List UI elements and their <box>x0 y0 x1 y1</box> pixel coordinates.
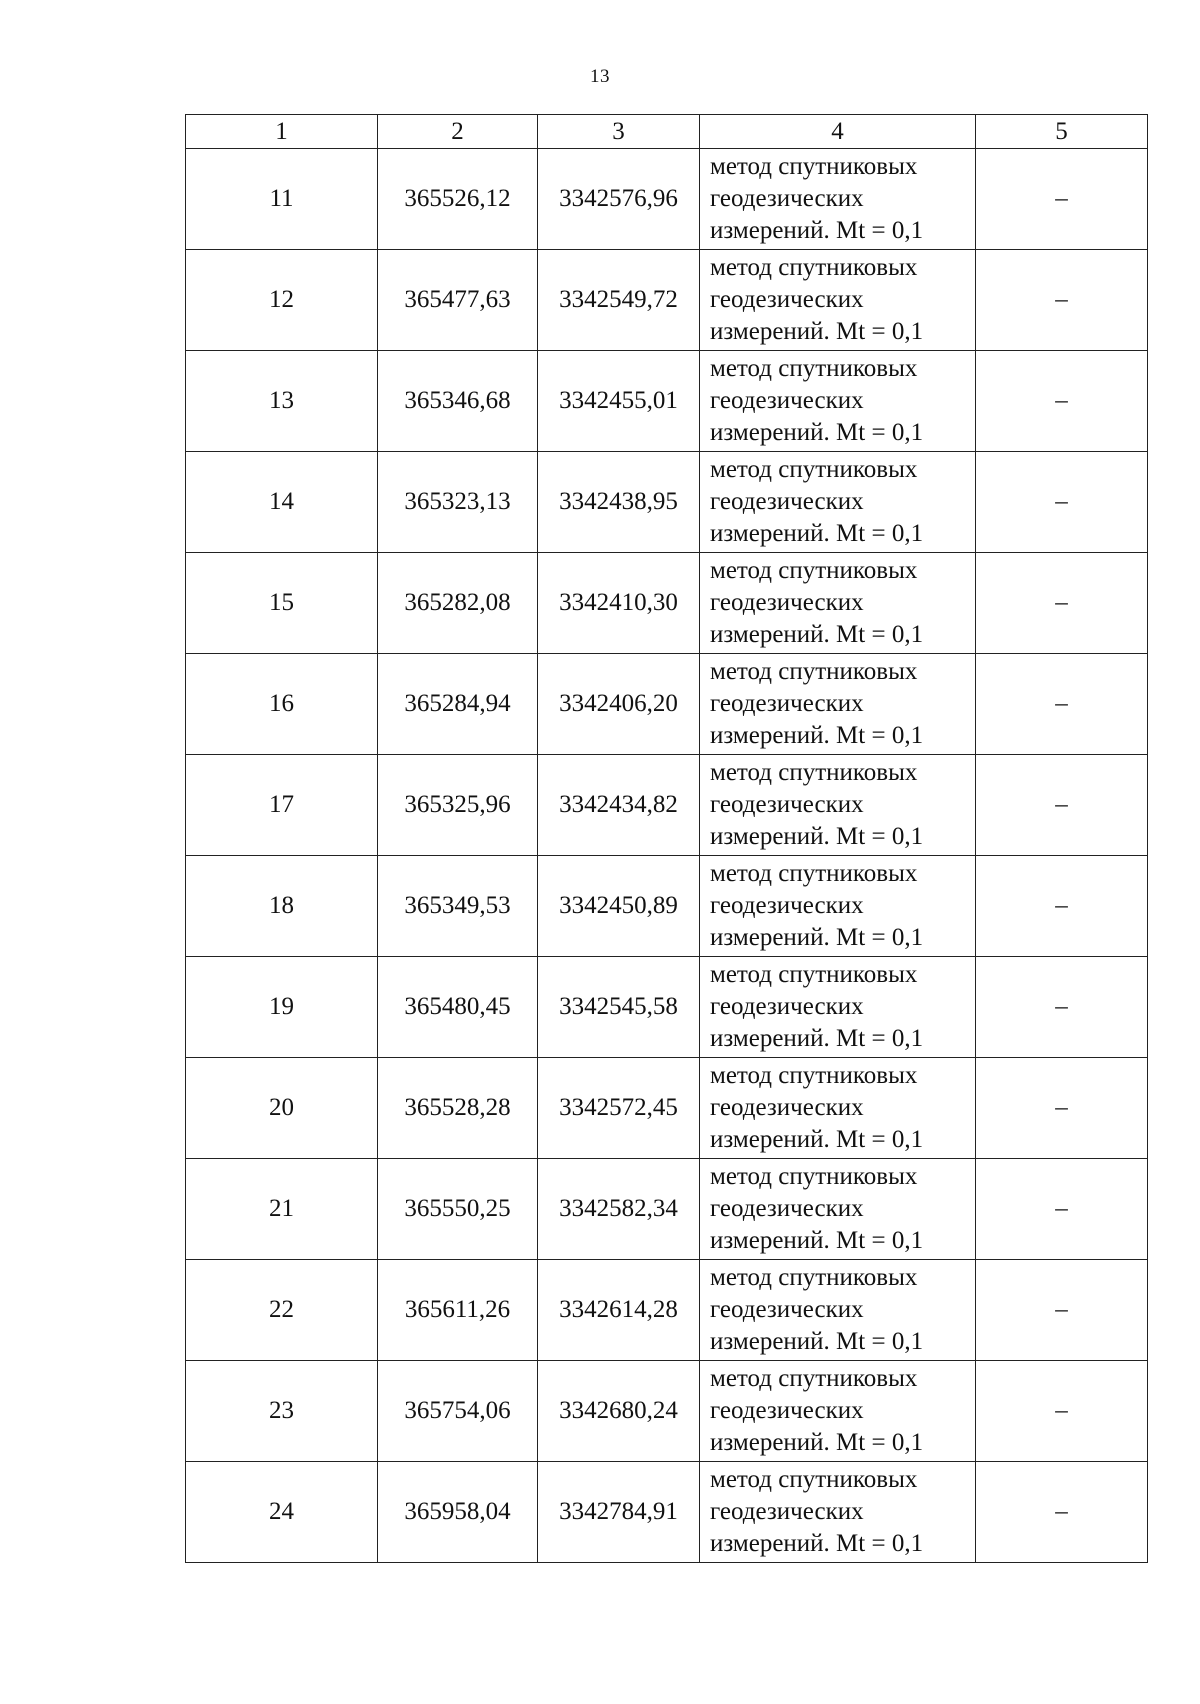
method-cell <box>700 755 976 856</box>
method-line: геодезических <box>710 589 864 616</box>
table-row <box>186 553 1148 654</box>
note-cell: – <box>976 351 1148 452</box>
method-cell <box>700 351 976 452</box>
x-coordinate-cell: 365528,28 <box>378 1058 538 1159</box>
column-header-3: 3 <box>538 115 700 149</box>
method-cell <box>700 250 976 351</box>
table-row <box>186 654 1148 755</box>
method-line: измерений. Mt = 0,1 <box>710 924 924 951</box>
method-cell <box>700 654 976 755</box>
method-line: геодезических <box>710 387 864 414</box>
point-number-cell: 12 <box>186 250 378 351</box>
table-row <box>186 1361 1148 1462</box>
column-header-5: 5 <box>976 115 1148 149</box>
method-line: измерений. Mt = 0,1 <box>710 1530 924 1557</box>
method-line: измерений. Mt = 0,1 <box>710 1227 924 1254</box>
method-line: метод спутниковых <box>710 557 918 584</box>
table-row <box>186 755 1148 856</box>
x-coordinate-cell: 365282,08 <box>378 553 538 654</box>
method-line: измерений. Mt = 0,1 <box>710 722 924 749</box>
point-number-cell: 13 <box>186 351 378 452</box>
x-coordinate-cell: 365754,06 <box>378 1361 538 1462</box>
method-line: измерений. Mt = 0,1 <box>710 217 924 244</box>
method-cell <box>700 1159 976 1260</box>
note-cell: – <box>976 957 1148 1058</box>
method-line: геодезических <box>710 1094 864 1121</box>
method-line: метод спутниковых <box>710 153 918 180</box>
x-coordinate-cell: 365611,26 <box>378 1260 538 1361</box>
table-row <box>186 1260 1148 1361</box>
method-line: геодезических <box>710 690 864 717</box>
x-coordinate-cell: 365284,94 <box>378 654 538 755</box>
note-cell: – <box>976 553 1148 654</box>
table-header <box>186 115 1148 149</box>
method-line: геодезических <box>710 1296 864 1323</box>
point-number-cell: 22 <box>186 1260 378 1361</box>
x-coordinate-cell: 365550,25 <box>378 1159 538 1260</box>
method-line: геодезических <box>710 185 864 212</box>
note-cell: – <box>976 755 1148 856</box>
y-coordinate-cell: 3342545,58 <box>538 957 700 1058</box>
column-header-4: 4 <box>700 115 976 149</box>
method-line: метод спутниковых <box>710 456 918 483</box>
table-row <box>186 1462 1148 1563</box>
table-row <box>186 452 1148 553</box>
note-cell: – <box>976 654 1148 755</box>
method-cell <box>700 553 976 654</box>
point-number-cell: 15 <box>186 553 378 654</box>
table-row <box>186 149 1148 250</box>
x-coordinate-cell: 365958,04 <box>378 1462 538 1563</box>
method-cell <box>700 957 976 1058</box>
y-coordinate-cell: 3342784,91 <box>538 1462 700 1563</box>
y-coordinate-cell: 3342455,01 <box>538 351 700 452</box>
x-coordinate-cell: 365325,96 <box>378 755 538 856</box>
table-row <box>186 1159 1148 1260</box>
x-coordinate-cell: 365480,45 <box>378 957 538 1058</box>
method-cell <box>700 149 976 250</box>
table-row <box>186 856 1148 957</box>
method-line: геодезических <box>710 892 864 919</box>
method-line: измерений. Mt = 0,1 <box>710 823 924 850</box>
method-cell <box>700 452 976 553</box>
point-number-cell: 11 <box>186 149 378 250</box>
method-line: геодезических <box>710 993 864 1020</box>
method-line: метод спутниковых <box>710 1466 918 1493</box>
method-line: измерений. Mt = 0,1 <box>710 1328 924 1355</box>
method-line: метод спутниковых <box>710 1365 918 1392</box>
y-coordinate-cell: 3342434,82 <box>538 755 700 856</box>
y-coordinate-cell: 3342614,28 <box>538 1260 700 1361</box>
note-cell: – <box>976 1260 1148 1361</box>
note-cell: – <box>976 452 1148 553</box>
table-row <box>186 1058 1148 1159</box>
y-coordinate-cell: 3342549,72 <box>538 250 700 351</box>
y-coordinate-cell: 3342576,96 <box>538 149 700 250</box>
method-line: геодезических <box>710 488 864 515</box>
method-line: метод спутниковых <box>710 1264 918 1291</box>
method-line: геодезических <box>710 286 864 313</box>
point-number-cell: 20 <box>186 1058 378 1159</box>
method-cell <box>700 1361 976 1462</box>
method-line: измерений. Mt = 0,1 <box>710 1025 924 1052</box>
method-line: метод спутниковых <box>710 355 918 382</box>
method-line: измерений. Mt = 0,1 <box>710 1429 924 1456</box>
note-cell: – <box>976 250 1148 351</box>
note-cell: – <box>976 149 1148 250</box>
point-number-cell: 18 <box>186 856 378 957</box>
method-line: измерений. Mt = 0,1 <box>710 621 924 648</box>
x-coordinate-cell: 365477,63 <box>378 250 538 351</box>
note-cell: – <box>976 1462 1148 1563</box>
page-number: 13 <box>590 66 610 87</box>
method-line: измерений. Mt = 0,1 <box>710 318 924 345</box>
coordinates-table <box>185 114 1148 1563</box>
note-cell: – <box>976 1361 1148 1462</box>
point-number-cell: 16 <box>186 654 378 755</box>
method-line: геодезических <box>710 1498 864 1525</box>
point-number-cell: 23 <box>186 1361 378 1462</box>
method-line: метод спутниковых <box>710 860 918 887</box>
method-cell <box>700 856 976 957</box>
method-line: измерений. Mt = 0,1 <box>710 520 924 547</box>
y-coordinate-cell: 3342572,45 <box>538 1058 700 1159</box>
method-line: метод спутниковых <box>710 759 918 786</box>
note-cell: – <box>976 1058 1148 1159</box>
point-number-cell: 21 <box>186 1159 378 1260</box>
point-number-cell: 19 <box>186 957 378 1058</box>
method-line: геодезических <box>710 791 864 818</box>
point-number-cell: 17 <box>186 755 378 856</box>
y-coordinate-cell: 3342582,34 <box>538 1159 700 1260</box>
x-coordinate-cell: 365346,68 <box>378 351 538 452</box>
method-line: метод спутниковых <box>710 254 918 281</box>
table-body <box>186 149 1148 1563</box>
y-coordinate-cell: 3342406,20 <box>538 654 700 755</box>
y-coordinate-cell: 3342410,30 <box>538 553 700 654</box>
y-coordinate-cell: 3342438,95 <box>538 452 700 553</box>
table-row <box>186 351 1148 452</box>
point-number-cell: 14 <box>186 452 378 553</box>
method-cell <box>700 1058 976 1159</box>
method-cell <box>700 1462 976 1563</box>
table-row <box>186 957 1148 1058</box>
note-cell: – <box>976 856 1148 957</box>
method-line: измерений. Mt = 0,1 <box>710 419 924 446</box>
x-coordinate-cell: 365349,53 <box>378 856 538 957</box>
method-line: измерений. Mt = 0,1 <box>710 1126 924 1153</box>
column-header-1: 1 <box>186 115 378 149</box>
table-row <box>186 250 1148 351</box>
note-cell: – <box>976 1159 1148 1260</box>
column-header-2: 2 <box>378 115 538 149</box>
method-line: геодезических <box>710 1397 864 1424</box>
method-line: метод спутниковых <box>710 961 918 988</box>
method-line: метод спутниковых <box>710 1062 918 1089</box>
point-number-cell: 24 <box>186 1462 378 1563</box>
header-row <box>186 115 1148 149</box>
y-coordinate-cell: 3342450,89 <box>538 856 700 957</box>
method-cell <box>700 1260 976 1361</box>
method-line: метод спутниковых <box>710 658 918 685</box>
x-coordinate-cell: 365323,13 <box>378 452 538 553</box>
x-coordinate-cell: 365526,12 <box>378 149 538 250</box>
y-coordinate-cell: 3342680,24 <box>538 1361 700 1462</box>
method-line: геодезических <box>710 1195 864 1222</box>
method-line: метод спутниковых <box>710 1163 918 1190</box>
